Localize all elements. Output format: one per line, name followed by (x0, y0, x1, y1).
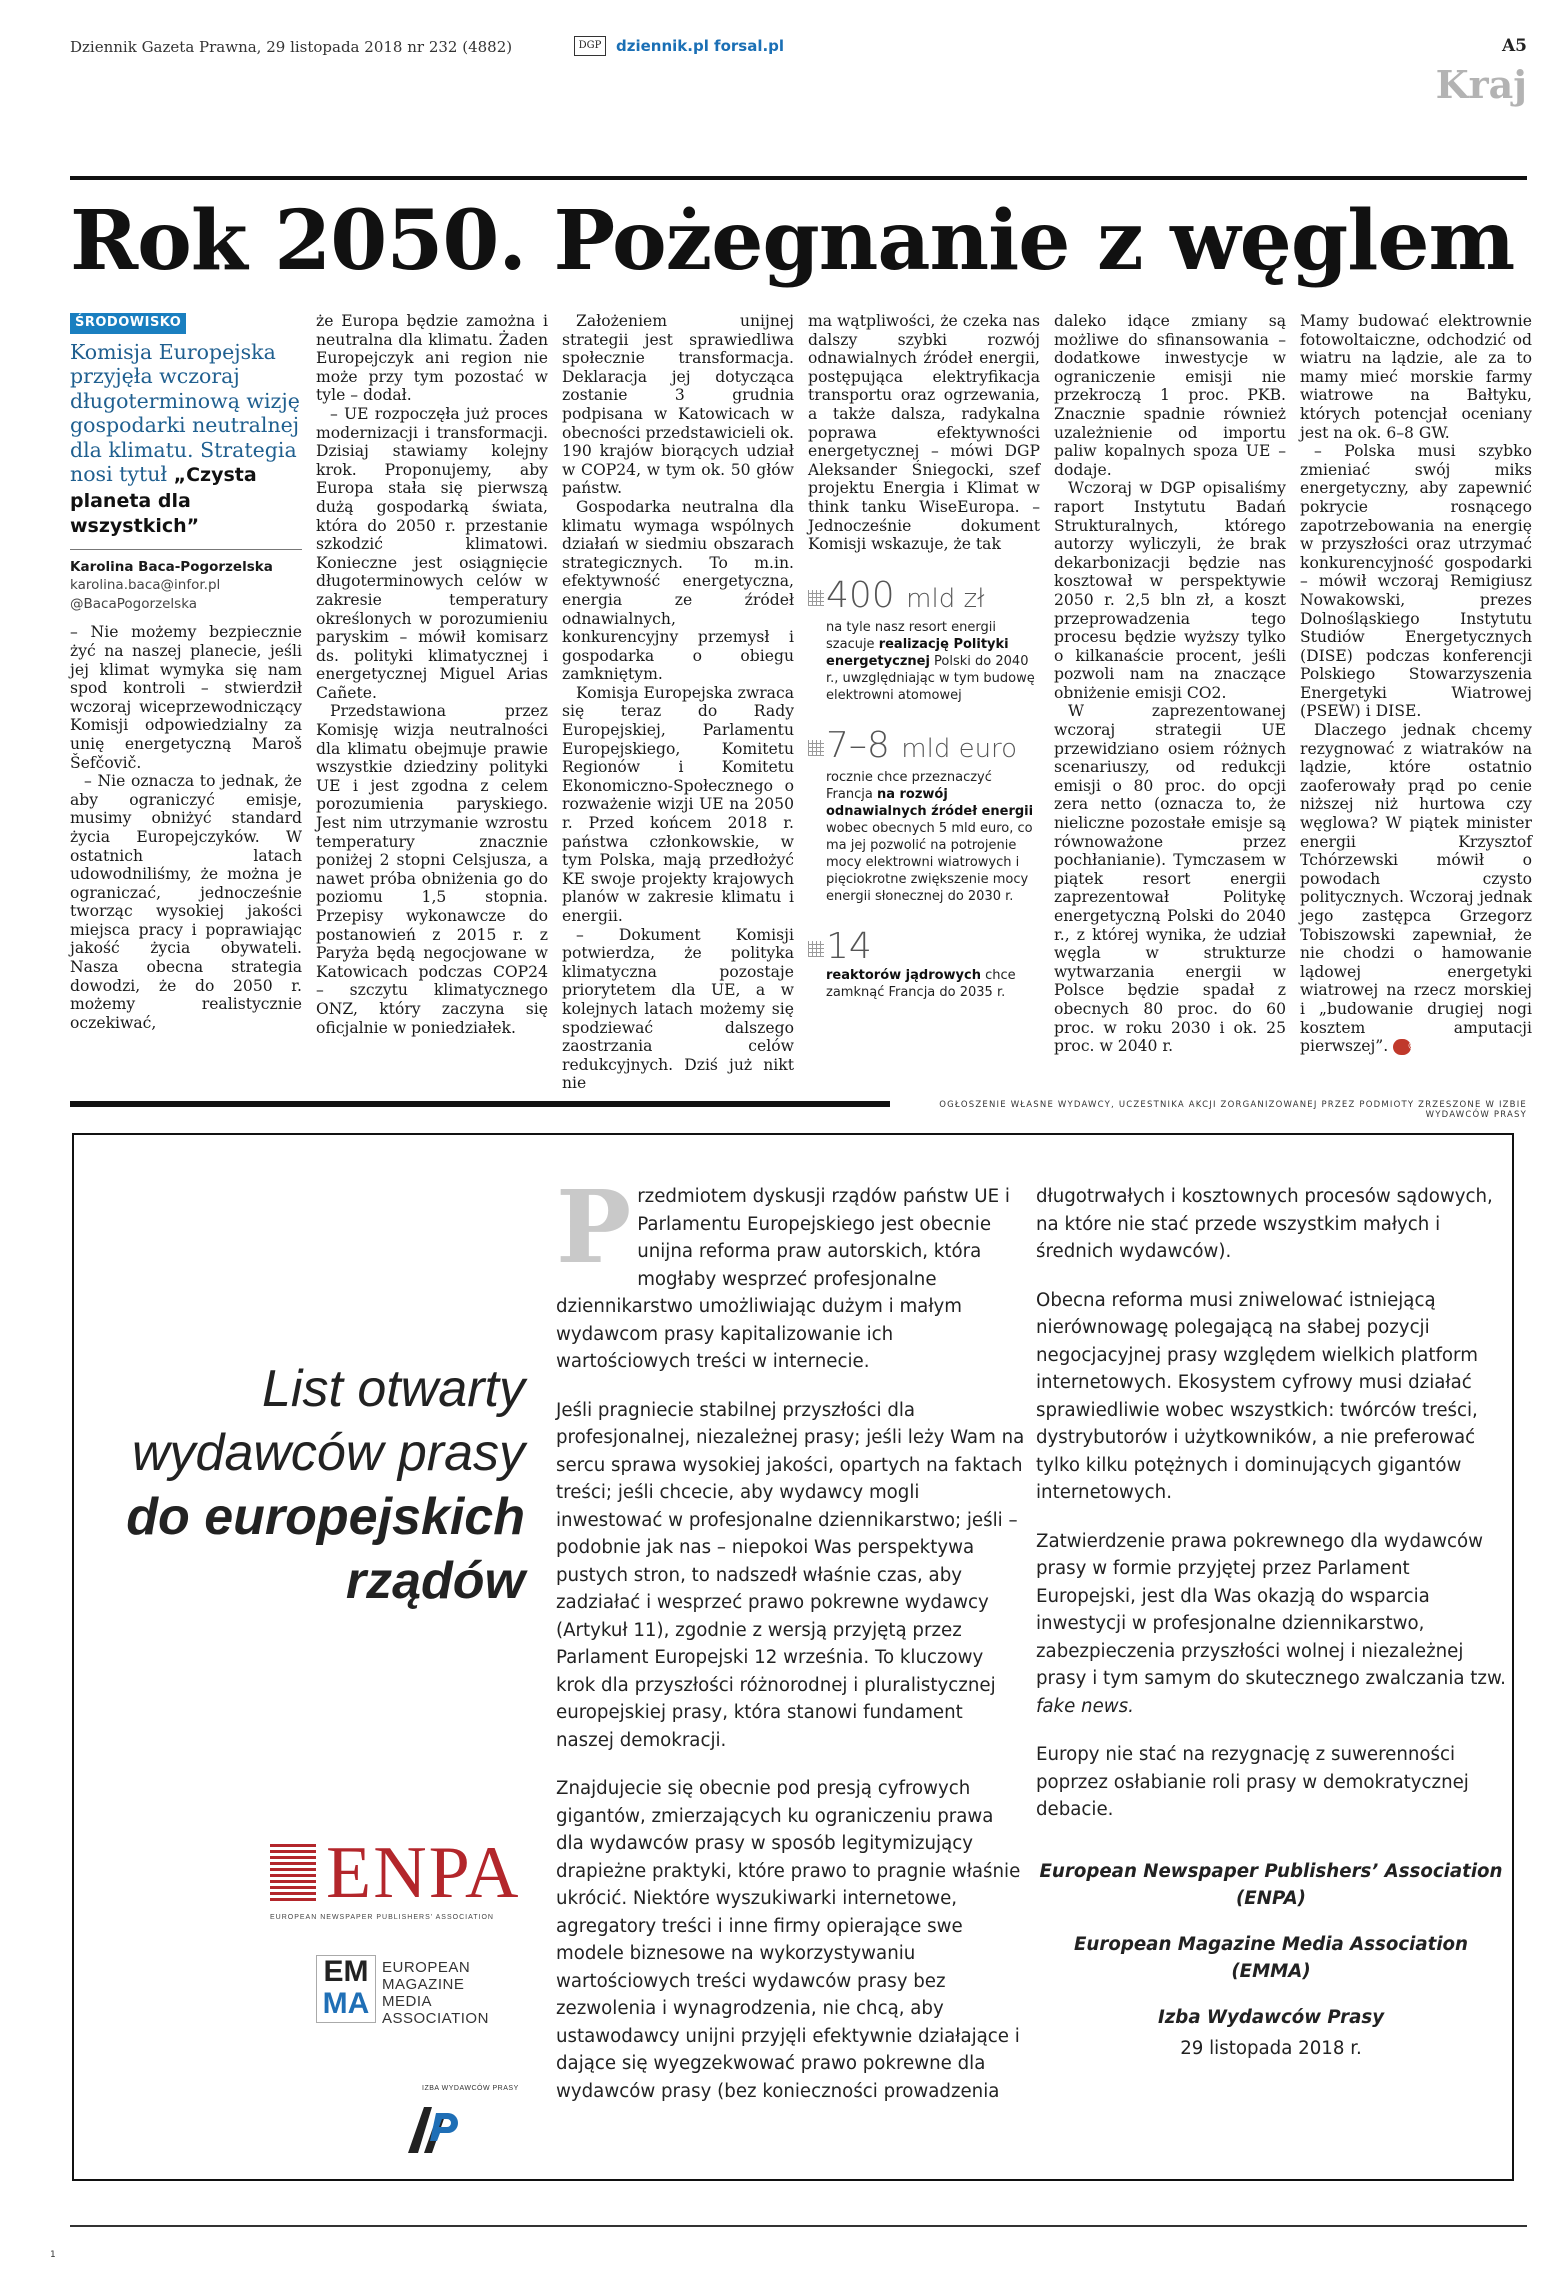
grid-icon (808, 590, 824, 606)
fact-box-3 (808, 927, 1040, 1001)
grid-icon (808, 941, 824, 957)
article-column-6 (1300, 312, 1532, 1056)
paragraph: Przedstawiona przez Komisję wizja neutralności dla klimatu obejmuje prawie wszystkie dziedziny polityki UE i jest zgodna z celem porozumienia paryskiego. Jest nim utrzymanie wzrostu temperatury znacznie poniżej 2 stopni Celsjusza, a nawet próba obniżenia go do poziomu 1,5 stopnia. Przepisy wykonawcze do postanowień z 2015 r. z Paryża będą negocjowane w Katowicach podczas COP24 – szczytu klimatycznego ONZ, który zaczyna się oficjalnie w poniedziałek. (316, 702, 548, 1037)
ad-paragraph: długotrwałych i kosztownych procesów sądowych, na które nie stać przede wszystkim małych i średnich wydawców). (1036, 1186, 1493, 1262)
masthead-issue-info: Dziennik Gazeta Prawna, 29 listopada 2018 nr 232 (4882) (70, 38, 513, 56)
ad-column-1 (556, 1168, 1026, 2126)
paragraph: – Nie możemy bezpiecznie żyć na naszej planecie, jeśli jej klimat wymyka się nam spod kontroli – stwierdził wczoraj wiceprzewodniczący Komisji odpowiedzialny za unię energetyczną Maroš Šefčovič. (70, 623, 302, 772)
ad-column-2 (1036, 1183, 1506, 2063)
author-name: Karolina Baca-Pogorzelska (70, 558, 273, 575)
signatory-enpa: European Newspaper Publishers’ Association (ENPA) (1039, 1860, 1503, 1909)
iwp-label: IZBA WYDAWCÓW PRASY (422, 2085, 519, 2092)
fact-text: rocznie chce przeznaczyć Francja na rozwój odnawialnych źródeł energii wobec obecnych 5 mld euro, co ma jej pozwolić na potrojenie mocy elektrowni wiatrowych i pięciokrotne zwiększenie mocy energii słonecznej do 2030 r. (826, 769, 1034, 904)
emma-wordmark: EUROPEAN MAGAZINE MEDIA ASSOCIATION (382, 1959, 489, 2027)
ad-paragraph: Europy nie stać na rezygnację z suwerenności poprzez osłabianie roli prasy w demokratycznej debacie. (1036, 1744, 1469, 1820)
fact-text: reaktorów jądrowych chce zamknąć Francja do 2035 r. (826, 967, 1016, 1000)
article-column-1 (70, 312, 302, 1032)
article-lead (70, 340, 302, 539)
enpa-subtitle: EUROPEAN NEWSPAPER PUBLISHERS' ASSOCIATION (270, 1914, 494, 1921)
lead-strategy-title: „Czysta planeta dla wszystkich” (70, 464, 257, 538)
article-column-3 (562, 312, 794, 1093)
ad-paragraph: Jeśli pragniecie stabilnej przyszłości dla profesjonalnej, niezależnej prasy; jeśli leży Wam na sercu sprawa wysokiej jakości, opartych na faktach treści; jeśli chcecie, aby wydawcy mogli inwestować w profesjonalne dziennikarstwo; jeśli – podobnie jak nas – niepokoi Was perspektywa pustych stron, to nadszedł właśnie czas, aby zadziałać i wesprzeć prawo pokrewne wydawcy (Artykuł 11), zgodnie z wersją przyjętą przez Parlament Europejski 12 września. To kluczowy krok dla przyszłości różnorodnej i pluralistycznej europejskiej prasy, która stanowi fundament naszej demokracji. (556, 1399, 1025, 1751)
fact-text: na tyle nasz resort energii szacuje realizację Polityki energetycznej Polski do 2040 r., uwzględniając w tym budowę elektrowni atomowej (826, 619, 1035, 703)
footer-rule (70, 2225, 1527, 2227)
paragraph: – UE rozpoczęła już proces modernizacji i transformacji. Dzisiaj stawiamy kolejny krok. Proponujemy, aby Europa stała się pierwszą dużą gospodarką świata, która do 2050 r. przestanie szkodzić klimatowi. Konieczne jest osiągnięcie długoterminowych celów w zakresie temperatury określonych w porozumieniu paryskim – mówił komisarz ds. polityki klimatycznej i energetycznej Miguel Arias Cañete. (316, 404, 548, 702)
paragraph: Mamy budować elektrownie fotowoltaiczne, odchodzić od wiatru na lądzie, ale za to mamy mieć morskie farmy wiatrowe na Bałtyku, których potencjał oceniany jest na ok. 6–8 GW. (1300, 312, 1532, 442)
article-headline: Rok 2050. Pożegnanie z węglem (70, 193, 1515, 289)
enpa-logo (270, 1832, 521, 1921)
drop-cap: P (556, 1168, 632, 1286)
dgp-logo: DGP (574, 36, 606, 56)
paragraph: daleko idące zmiany są możliwe do sfinansowania – dodatkowe inwestycje w ograniczenie emisji nie przekroczą 1 proc. PKB. Znacznie spadnie również uzależnienie od importu paliw kopalnych spoza UE – dodaje. (1054, 312, 1286, 479)
footer-page-number: 1 (50, 2250, 56, 2260)
author-handle[interactable]: @BacaPogorzelska (70, 595, 198, 612)
fact-box-1 (808, 576, 1040, 704)
lead-text: Komisja Europejska przyjęła wczoraj długoterminową wizję gospodarki neutralnej dla klimatu. Strategia nosi tytuł (70, 339, 300, 487)
masthead-sites: dziennik.pl forsal.pl (616, 37, 785, 55)
section-title: Kraj (1435, 62, 1527, 107)
emma-mark-icon: EM MA (316, 1955, 376, 2023)
paragraph: – Dokument Komisji potwierdza, że polityka klimatyczna pozostaje priorytetem dla UE, a w kolejnych latach możemy się spodziewać dalszego zaostrzania celów redukcyjnych. Dziś już nikt nie (562, 925, 794, 1093)
iwp-logo (402, 2085, 532, 2157)
fact-number: 400 mld zł (826, 574, 985, 616)
paragraph: – Nie oznacza to jednak, że aby ograniczyć emisje, musimy obniżyć standard życia Europejczyków. W ostatnich latach udowodniliśmy, że można je ograniczać, jednocześnie tworząc wysokiej jakości miejsca pracy i poprawiając jakość życia obywateli. Nasza obecna strategia dowodzi, że do 2050 r. możemy realistycznie oczekiwać, (70, 772, 302, 1032)
paragraph: Założeniem unijnej strategii jest sprawiedliwa społecznie transformacja. Deklaracja jej dotycząca zostanie 3 grudnia podpisana w Katowicach w obecności przedstawicieli ok. 190 krajów biorących udział w COP24, w tym ok. 50 głów państw. (562, 312, 794, 498)
ad-paragraph: Obecna reforma musi zniwelować istniejącą nierównowagę polegającą na słabej pozycji negocjacyjnej prasy względem wielkich platform internetowych. Ekosystem cyfrowy musi działać sprawiedliwie wobec wszystkich: twórców treści, dystrybutorów i użytkowników, a nie preferować tylko kilku potężnych i dominujących gigantów internetowych. (1036, 1289, 1478, 1503)
ad-paragraph: Zatwierdzenie prawa pokrewnego dla wydawców prasy w formie przyjętej przez Parlament Europejski, jest dla Was okazją do wsparcia inwestycji w profesjonalne dziennikarstwo, zabezpieczenia przyszłości wolnej i niezależnej prasy i tym samym do skutecznego zwalczania tzw. fake news. (1036, 1530, 1506, 1717)
enpa-wordmark: ENPA (326, 1832, 521, 1914)
fact-box-2 (808, 726, 1040, 905)
ad-rule (70, 1101, 890, 1107)
fact-number: 7–8 mld euro (826, 724, 1018, 766)
page-number-label: A5 (1501, 36, 1527, 56)
ad-paragraph: Znajdujecie się obecnie pod presją cyfrowych gigantów, zmierzających ku ograniczeniu prawa dla wydawców prasy w sposób legitymizujący drapieżne praktyki, które prawo to pragnie właśnie ukrócić. Niektóre wyszukiwarki internetowe, agregatory treści i inne firmy opierające swe modele biznesowe na wykorzystywaniu wartościowych treści wydawców prasy bez zezwolenia i wynagrodzenia, nie chcą, aby ustawodawcy unijni przyjęli efektywnie działające i dające się wyegzekwować prawo pokrewne dla wydawców prasy (bez konieczności prowadzenia (556, 1778, 1021, 2102)
article-column-4 (808, 312, 1040, 1001)
paragraph: Komisja Europejska zwraca się teraz do Rady Europejskiej, Parlamentu Europejskiego, Komitetu Regionów i Komitetu Ekonomiczno-Społecznego o rozważenie wizji UE na 2050 r. Przed końcem 2018 r. państwa członkowskie, w tym Polska, mają przedłożyć KE swoje projekty krajowych planów w zakresie klimatu i energii. (562, 683, 794, 925)
signatory-iwp: Izba Wydawców Prasy (1157, 2006, 1385, 2028)
author-email[interactable]: karolina.baca@infor.pl (70, 577, 221, 594)
enpa-stripes-icon (270, 1844, 316, 1902)
paragraph: ma wątpliwości, że czeka nas dalszy szybki rozwój odnawialnych źródeł energii, postępująca elektryfikacja transportu oraz ogrzewania, a także dalsza, radykalna poprawa efektywności energetycznej – mówi DGP Aleksander Śniegocki, szef projektu Energia i Klimat w think tanku WiseEuropa. – Jednocześnie dokument Komisji wskazuje, że tak (808, 312, 1040, 554)
copyright-end-mark: ©℗ (1393, 1039, 1411, 1055)
ad-date: 29 listopada 2018 r. (1180, 2038, 1362, 2059)
emma-logo (316, 1955, 489, 2027)
grid-icon (808, 740, 824, 756)
article-column-2 (316, 312, 548, 1037)
header-rule (70, 176, 1527, 180)
paragraph: Gospodarka neutralna dla klimatu wymaga wspólnych działań w siedmiu obszarach strategicznych. To m.in. efektywność energetyczna, energia ze źródeł odnawialnych, konkurencyjny przemysł i gospodarka o obiegu zamkniętym. (562, 497, 794, 684)
ad-paragraph: Przedmiotem dyskusji rządów państw UE i Parlamentu Europejskiego jest obecnie unijna reforma praw autorskich, która mogłaby wesprzeć profesjonalne dziennikarstwo umożliwiając dużym i małym wydawcom prasy kapitalizowanie ich wartościowych treści w internecie. (556, 1168, 1010, 1372)
paragraph: W zaprezentowanej wczoraj strategii UE przewidziano osiem różnych scenariuszy, od redukcji emisji o 80 proc. do opcji zera netto (oznacza to, że nieliczne pozostałe emisje są równoważone przez pochłanianie). Tymczasem w piątek resort energii zaprezentował Politykę energetyczną Polski do 2040 r., z której wynika, że udział węgla w strukturze wytwarzania energii w Polsce będzie spadał z obecnych 80 proc. do 60 proc. w roku 2030 i ok. 25 proc. w 2040 r. (1054, 702, 1286, 1056)
paragraph: że Europa będzie zamożna i neutralna dla klimatu. Żaden Europejczyk ani region nie może przy tym pozostać w tyle – dodał. (316, 312, 548, 405)
paragraph: Dlaczego jednak chcemy rezygnować z wiatraków na lądzie, które ostatnio zaoferowały prąd po cenie niższej niż hurtowa czy węglowa? W piątek minister energii Krzysztof Tchórzewski mówił o powodach czysto politycznych. Wczoraj jednak jego zastępca Grzegorz Tobiszowski zapewniał, że nie chodzi o hamowanie lądowej energetyki wiatrowej na rzecz morskiej i „budowanie drugiej nogi kosztem amputacji pierwszej”. ©℗ (1300, 721, 1532, 1056)
paragraph: – Polska musi szybko zmieniać swój miks energetyczny, aby zapewnić pokrycie rosnącego zapotrzebowania na energię w przyszłości oraz utrzymać konkurencyjność gospodarki – mówił wczoraj Remigiusz Nowakowski, prezes Dolnośląskiego Instytutu Studiów Energetycznych (DISE) podczas konferencji Polskiego Stowarzyszenia Energetyki Wiatrowej (PSEW) i DISE. (1300, 442, 1532, 721)
paragraph: Wczoraj w DGP opisaliśmy raport Instytutu Badań Strukturalnych, którego autorzy wyliczyli, że brak dekarbonizacji będzie nas kosztował w perspektywie 2050 r. 2,5 bln zł, a koszt przeprowadzenia tego procesu będzie wyższy tylko o kilkanaście procent, jeśli pozwoli nam na znaczące obniżenie emisji CO2. (1054, 479, 1286, 702)
iwp-mark-icon (402, 2099, 462, 2155)
ad-title: List otwarty wydawców prasy do europejskich rządów (126, 1360, 525, 1610)
ad-disclaimer: OGŁOSZENIE WŁASNE WYDAWCY, UCZESTNIKA AKCJI ZORGANIZOWANEJ PRZEZ PODMIOTY ZRZESZONE W IZBIE WYDAWCÓW PRASY (939, 1100, 1527, 1120)
article-column-5 (1054, 312, 1286, 1056)
category-tag: ŚRODOWISKO (70, 313, 186, 334)
byline-divider (70, 549, 302, 550)
fact-number: 14 (826, 925, 872, 967)
signatory-emma: European Magazine Media Association (EMMA) (1073, 1933, 1468, 1982)
